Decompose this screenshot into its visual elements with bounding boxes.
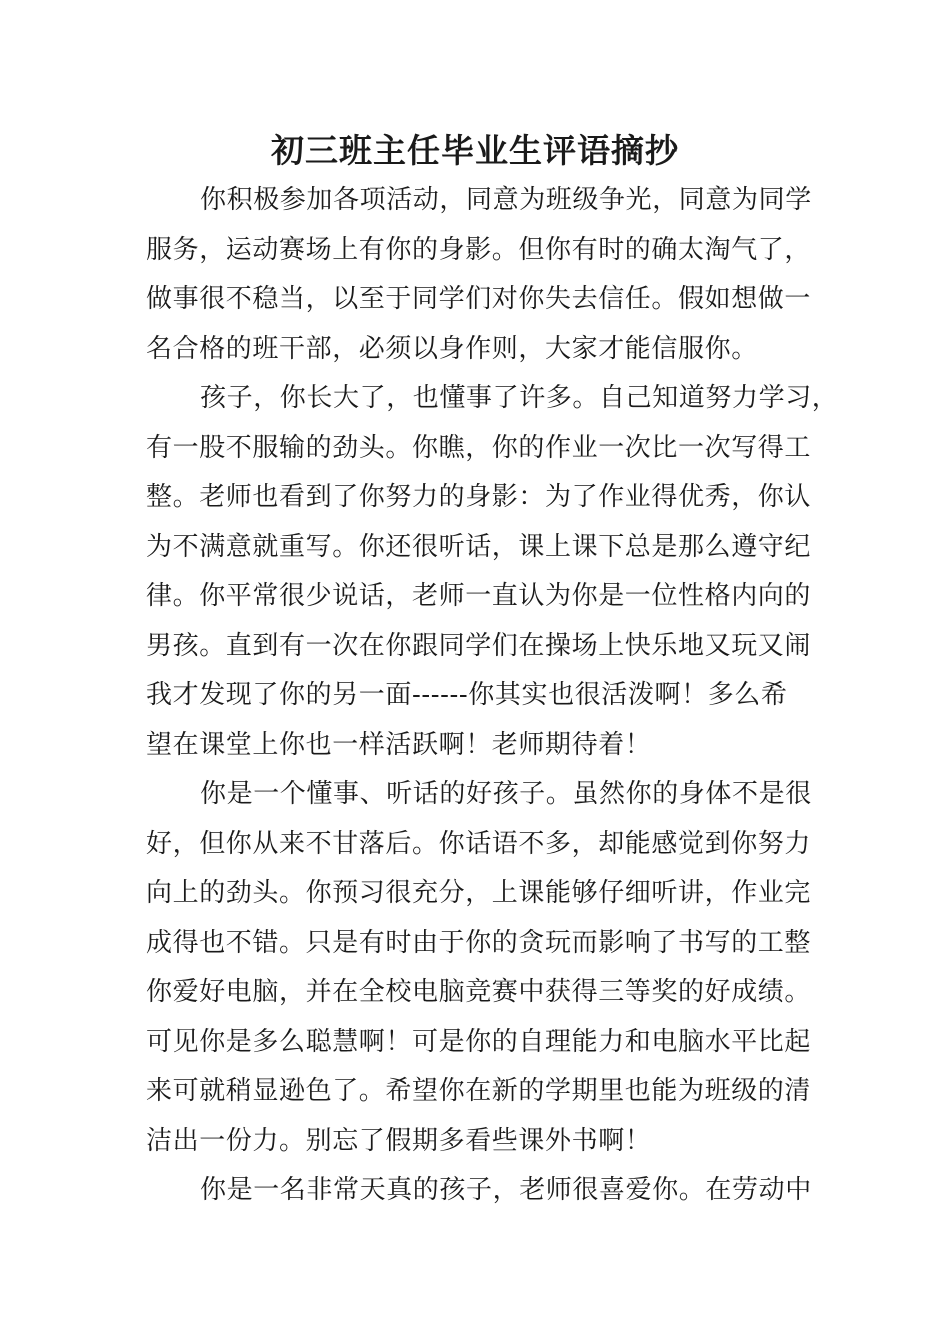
paragraph-2-line-4: 为不满意就重写。你还很听话，课上课下总是那么遵守纪 — [146, 531, 812, 562]
paragraph-3-line-6: 可见你是多么聪慧啊！可是你的自理能力和电脑水平比起 — [146, 1026, 812, 1057]
document-title: 初三班主任毕业生评语摘抄 — [271, 131, 679, 170]
paragraph-4-line-1: 你是一名非常天真的孩子，老师很喜爱你。在劳动中 — [200, 1175, 812, 1205]
paragraph-2-line-6: 男孩。直到有一次在你跟同学们在操场上快乐地又玩又闹 — [146, 630, 812, 661]
paragraph-3-line-5: 你爱好电脑，并在全校电脑竞赛中获得三等奖的好成绩。 — [146, 977, 812, 1007]
paragraph-1-line-2: 服务，运动赛场上有你的身影。但你有时的确太淘气了， — [146, 234, 812, 265]
paragraph-1-line-3: 做事很不稳当，以至于同学们对你失去信任。假如想做一 — [146, 284, 812, 314]
paragraph-1-line-4: 名合格的班干部，必须以身作则，大家才能信服你。 — [146, 333, 758, 364]
paragraph-2-line-5: 律。你平常很少说话，老师一直认为你是一位性格内向的 — [146, 581, 812, 611]
paragraph-3-line-4: 成得也不错。只是有时由于你的贪玩而影响了书写的工整 — [146, 927, 812, 958]
paragraph-2-line-2: 有一股不服输的劲头。你瞧，你的作业一次比一次写得工 — [146, 432, 812, 463]
paragraph-3-line-2: 好，但你从来不甘落后。你话语不多，却能感觉到你努力 — [146, 828, 812, 859]
paragraph-3-line-3: 向上的劲头。你预习很充分，上课能够仔细听讲，作业完 — [146, 878, 812, 908]
paragraph-3-line-8: 洁出一份力。别忘了假期多看些课外书啊！ — [146, 1125, 652, 1156]
paragraph-1-line-1: 你积极参加各项活动，同意为班级争光，同意为同学 — [200, 185, 812, 215]
paragraph-2-line-1: 孩子，你长大了，也懂事了许多。自己知道努力学习， — [200, 383, 839, 413]
paragraph-3-line-7: 来可就稍显逊色了。希望你在新的学期里也能为班级的清 — [146, 1076, 812, 1106]
paragraph-2-line-8: 望在课堂上你也一样活跃啊！老师期待着！ — [146, 729, 652, 760]
paragraph-2-line-3: 整。老师也看到了你努力的身影：为了作业得优秀，你认 — [146, 482, 812, 512]
paragraph-2-line-7: 我才发现了你的另一面------你其实也很活泼啊！多么希 — [146, 680, 788, 710]
document-body — [146, 176, 839, 1216]
paragraph-3-line-1: 你是一个懂事、听话的好孩子。虽然你的身体不是很 — [200, 779, 812, 809]
